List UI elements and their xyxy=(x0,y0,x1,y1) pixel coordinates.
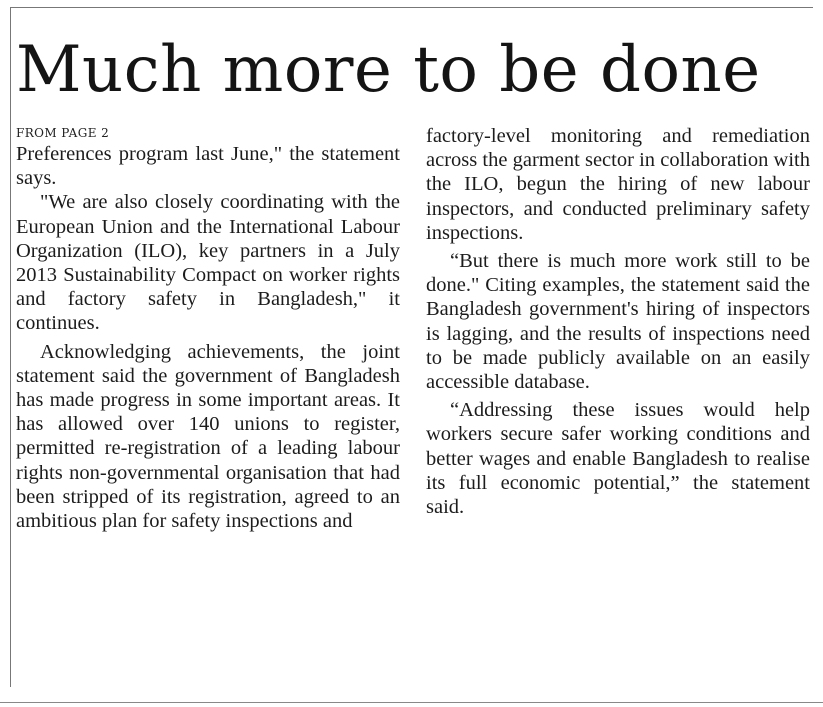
right-column xyxy=(426,124,810,519)
bottom-rule xyxy=(0,702,823,703)
left-paragraph-3: Acknowledging achievements, the joint statement said the government of Bangladesh has made progress in some important areas. It has allowed over 140 unions to register, permitted re-registration of a leading labour rights non-governmental organisation that had been stripped of its registration, agreed to an ambitious plan for safety inspections and xyxy=(16,340,400,533)
right-paragraph-1: factory-level monitoring and remediation across the garment sector in collaboration with the ILO, begun the hiring of new labour inspectors, and conducted preliminary safety inspections. xyxy=(426,125,810,244)
left-paragraph-1: Preferences program last June," the statement says. xyxy=(16,143,400,190)
left-column xyxy=(16,124,400,533)
headline: Much more to be done xyxy=(16,33,761,107)
jump-line: FROM PAGE 2 xyxy=(16,126,110,140)
top-rule xyxy=(10,7,813,8)
right-paragraph-3: “Addressing these issues would help workers secure safer working conditions and better wages and enable Bangladesh to realise its full economic potential,” the statement said. xyxy=(426,399,810,519)
left-rule xyxy=(10,7,11,687)
right-paragraph-2: “But there is much more work still to be done." Citing examples, the statement said the Bangladesh government's hiring of inspectors is lagging, and the results of inspections need to be made publicly available on an easily accessible database. xyxy=(426,250,810,394)
left-paragraph-2: "We are also closely coordinating with the European Union and the International Labour Organization (ILO), key partners in a July 2013 Sustainability Compact on worker rights and factory safety in Bangladesh," it continues. xyxy=(16,191,400,335)
